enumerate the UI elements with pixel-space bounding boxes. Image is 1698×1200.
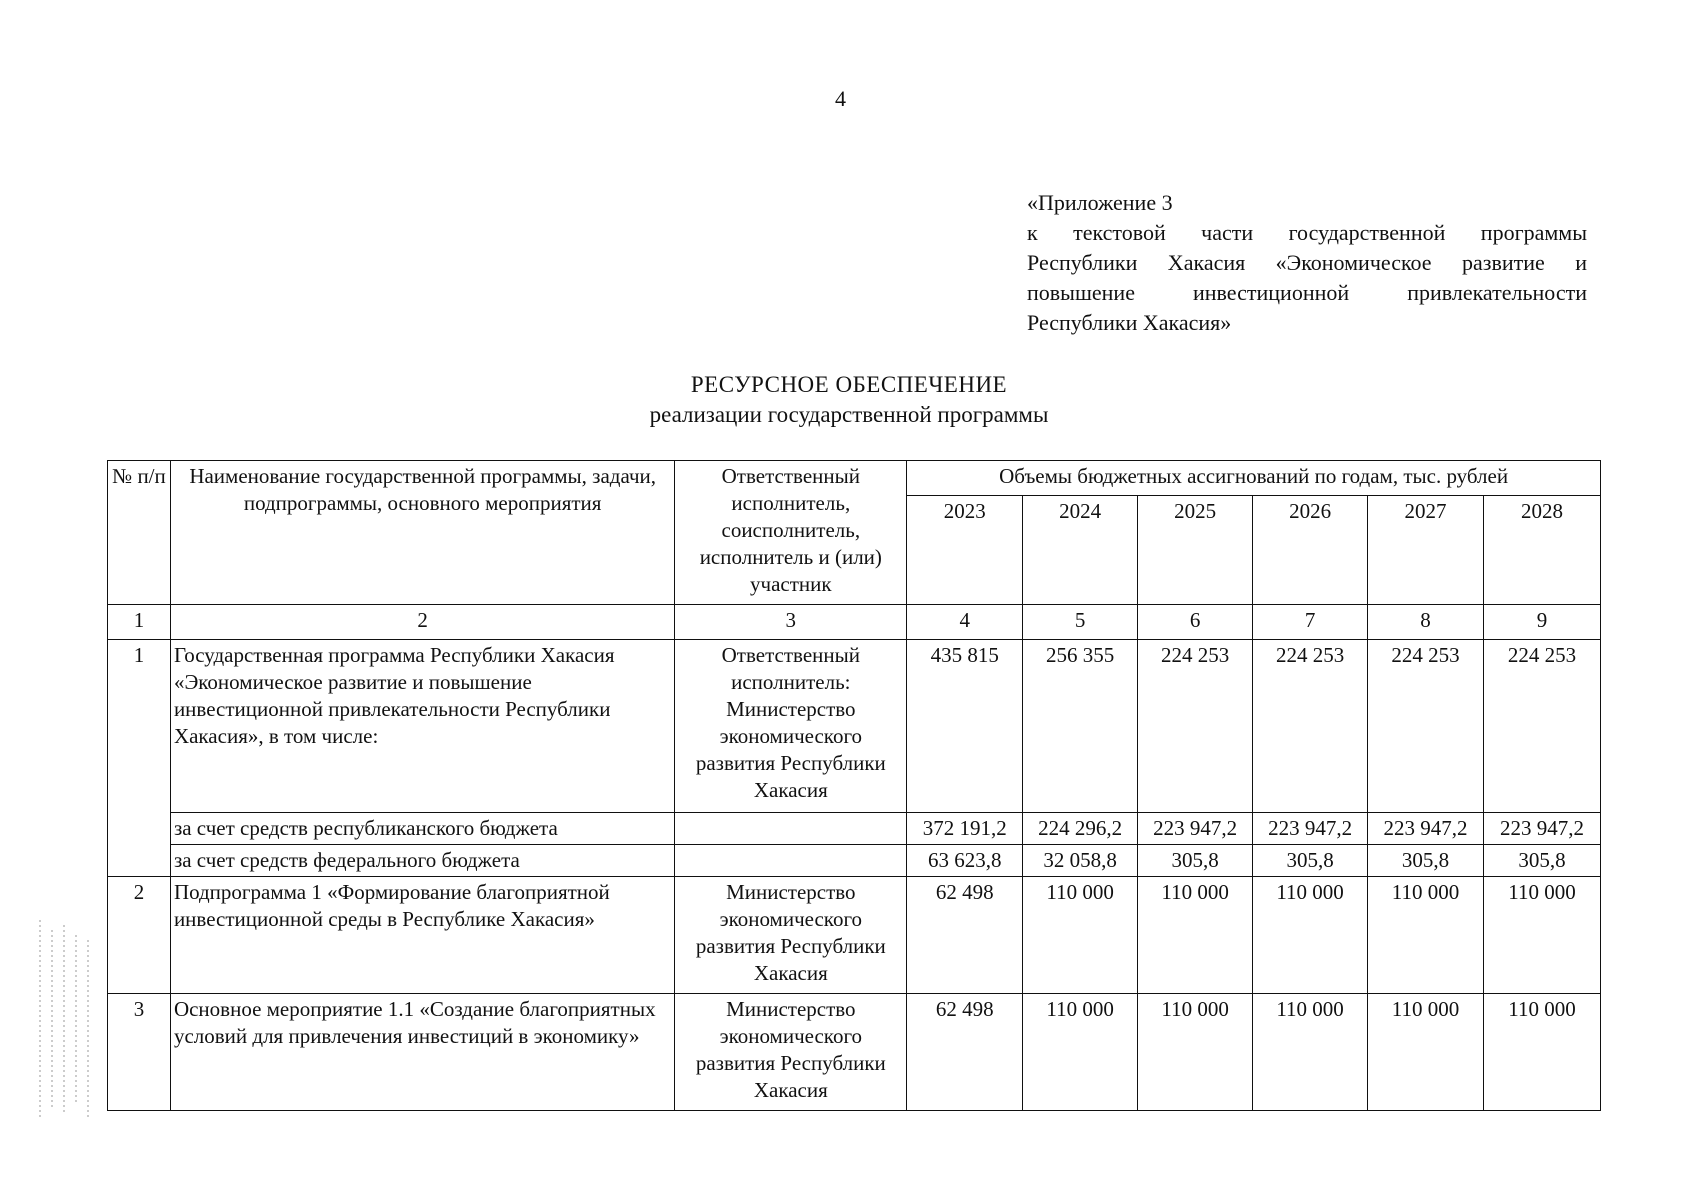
row-value: 224 253 — [1253, 640, 1368, 813]
header-name: Наименование государственной программы, задачи, подпрограммы, основного мероприятия — [170, 461, 674, 605]
table-row — [108, 813, 1601, 845]
column-index: 8 — [1368, 605, 1484, 640]
budget-table — [107, 460, 1601, 1111]
row-value: 32 058,8 — [1023, 845, 1138, 877]
header-no: № п/п — [108, 461, 171, 605]
column-index: 6 — [1138, 605, 1253, 640]
row-responsible — [675, 813, 907, 845]
column-index: 7 — [1253, 605, 1368, 640]
row-value: 372 191,2 — [907, 813, 1023, 845]
table-row — [108, 994, 1601, 1111]
row-value: 62 498 — [907, 877, 1023, 994]
column-index: 3 — [675, 605, 907, 640]
row-value: 224 253 — [1368, 640, 1484, 813]
column-index: 4 — [907, 605, 1023, 640]
row-value: 435 815 — [907, 640, 1023, 813]
header-year: 2025 — [1138, 496, 1253, 605]
header-year: 2028 — [1484, 496, 1601, 605]
row-value: 223 947,2 — [1484, 813, 1601, 845]
row-name: за счет средств федерального бюджета — [170, 845, 674, 877]
row-value: 223 947,2 — [1368, 813, 1484, 845]
row-value: 110 000 — [1484, 877, 1601, 994]
row-no: 2 — [108, 877, 171, 994]
row-value: 223 947,2 — [1253, 813, 1368, 845]
row-responsible: Министерство экономического развития Республики Хакасия — [675, 994, 907, 1111]
title-sub: реализации государственной программы — [649, 402, 1049, 427]
row-value: 110 000 — [1138, 994, 1253, 1111]
header-year: 2024 — [1023, 496, 1138, 605]
row-value: 223 947,2 — [1138, 813, 1253, 845]
row-no: 3 — [108, 994, 171, 1111]
row-value: 224 253 — [1484, 640, 1601, 813]
table-header-row — [108, 461, 1601, 496]
table-row — [108, 877, 1601, 994]
header-responsible: Ответственный исполнитель, соисполнитель, исполнитель и (или) участник — [675, 461, 907, 605]
row-value: 110 000 — [1368, 877, 1484, 994]
appendix-line: Республики Хакасия» — [1027, 310, 1232, 335]
title-main: РЕСУРСНОЕ ОБЕСПЕЧЕНИЕ — [690, 372, 1008, 397]
row-value: 305,8 — [1484, 845, 1601, 877]
table-row — [108, 845, 1601, 877]
row-value: 305,8 — [1138, 845, 1253, 877]
appendix-note — [1027, 188, 1587, 338]
row-value: 110 000 — [1368, 994, 1484, 1111]
row-name: Подпрограмма 1 «Формирование благоприятной инвестиционной среды в Республике Хакасия» — [170, 877, 674, 994]
row-value: 305,8 — [1368, 845, 1484, 877]
row-value: 110 000 — [1023, 877, 1138, 994]
document-title — [0, 370, 1698, 430]
row-value: 110 000 — [1138, 877, 1253, 994]
header-year: 2026 — [1253, 496, 1368, 605]
table-row — [108, 640, 1601, 813]
header-budget: Объемы бюджетных ассигнований по годам, тыс. рублей — [907, 461, 1601, 496]
column-index: 2 — [170, 605, 674, 640]
appendix-line: «Приложение 3 — [1027, 190, 1173, 215]
row-value: 110 000 — [1484, 994, 1601, 1111]
row-value: 305,8 — [1253, 845, 1368, 877]
scan-artifact-marks — [30, 910, 100, 1130]
column-index: 5 — [1023, 605, 1138, 640]
row-value: 110 000 — [1253, 994, 1368, 1111]
row-value: 110 000 — [1023, 994, 1138, 1111]
column-index: 9 — [1484, 605, 1601, 640]
page-number: 4 — [835, 86, 846, 111]
header-year: 2027 — [1368, 496, 1484, 605]
row-name: Основное мероприятие 1.1 «Создание благоприятных условий для привлечения инвестиций в экономику» — [170, 994, 674, 1111]
row-responsible: Ответственный исполнитель: Министерство экономического развития Республики Хакасия — [675, 640, 907, 813]
row-value: 63 623,8 — [907, 845, 1023, 877]
row-value: 224 253 — [1138, 640, 1253, 813]
row-value: 110 000 — [1253, 877, 1368, 994]
row-name: за счет средств республиканского бюджета — [170, 813, 674, 845]
row-responsible — [675, 845, 907, 877]
row-value: 224 296,2 — [1023, 813, 1138, 845]
row-value: 62 498 — [907, 994, 1023, 1111]
column-index-row — [108, 605, 1601, 640]
row-value: 256 355 — [1023, 640, 1138, 813]
row-name: Государственная программа Республики Хакасия «Экономическое развитие и повышение инвестиционной привлекательности Республики Хакасия», в том числе: — [170, 640, 674, 813]
row-no: 1 — [108, 640, 171, 877]
appendix-line: Республики Хакасия «Экономическое развитие и — [1027, 250, 1587, 275]
appendix-line: повышение инвестиционной привлекательности — [1027, 280, 1587, 305]
row-responsible: Министерство экономического развития Республики Хакасия — [675, 877, 907, 994]
appendix-line: к текстовой части государственной программы — [1027, 220, 1587, 245]
header-year: 2023 — [907, 496, 1023, 605]
column-index: 1 — [108, 605, 171, 640]
